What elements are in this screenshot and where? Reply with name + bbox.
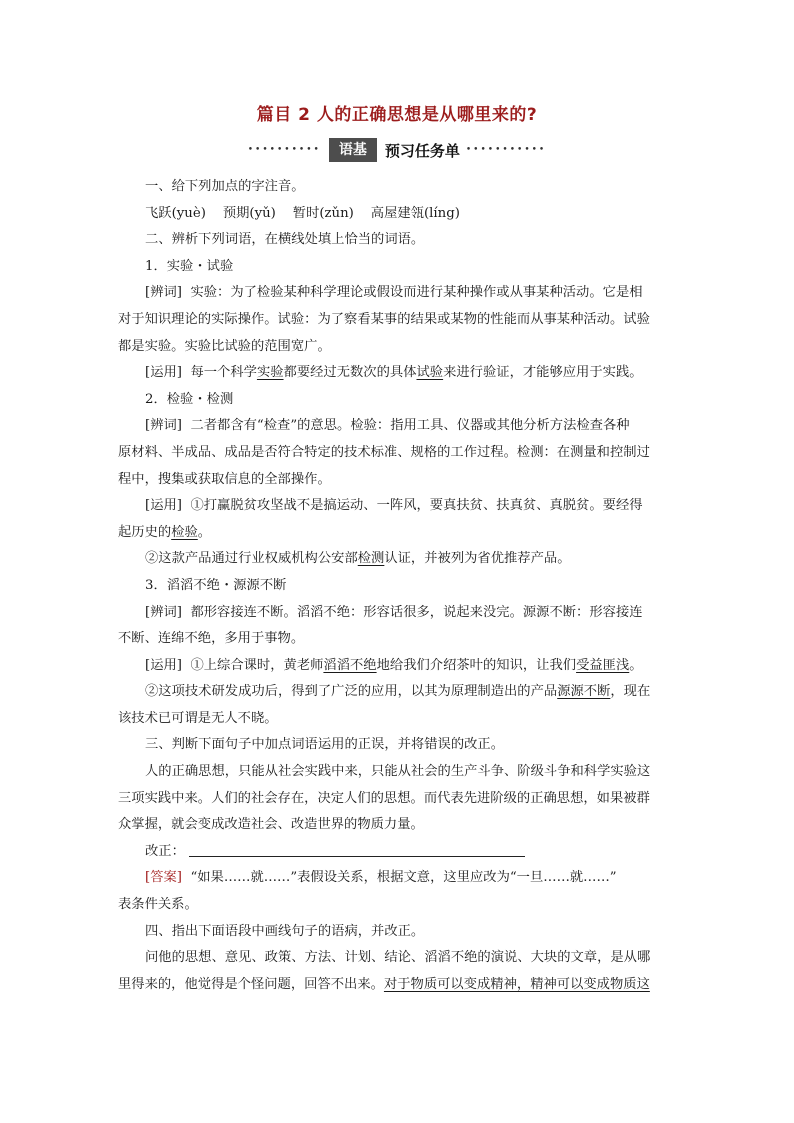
section-heading-2: 二、辨析下列词语，在横线处填上恰当的词语。 (145, 232, 425, 248)
answer-text: “如果……就……”表假设关系，根据文意，这里应改为“一旦……就……” (190, 870, 617, 886)
underlined-answer: 试验 (416, 365, 444, 381)
sec3-para-line2: 三项实践中来。人们的社会存在，决定人们的思想。而代表先进阶级的正确思想，如果被群 (118, 790, 650, 806)
yunyong-3-item2 (118, 679, 684, 706)
bianci-2-line3: 程中，搜集或获取信息的全部操作。 (118, 471, 331, 487)
text-segment: ①打赢脱贫攻坚战不是搞运动、一阵风，要真扶贫、扶真贫、真脱贫。要经得 (190, 498, 643, 514)
yunyong-label: [运用] (145, 365, 182, 381)
text-segment: ，现在 (610, 684, 651, 700)
answer-line1 (118, 865, 684, 892)
yunyong-3-line1 (118, 653, 684, 680)
bianci-1-line3: 都是实验。实验比试验的范围宽广。 (118, 338, 331, 354)
page-title: 篇目 2 人的正确思想是从哪里来的? (256, 105, 538, 125)
bianci-text: 实验：为了检验某种科学理论或假设而进行某种操作或从事某种活动。它是相 (190, 285, 643, 301)
text-segment: 里得来的，他觉得是个怪问题，回答不出来。 (118, 976, 384, 992)
document-body (118, 174, 684, 998)
yunyong-2-item2 (118, 546, 684, 573)
underlined-answer: 受益匪浅 (576, 657, 630, 673)
bianci-text: 都形容接连不断。滔滔不绝：形容话很多，说起来没完。源源不断：形容接连 (190, 604, 643, 620)
text-segment: 认证，并被列为省优推荐产品。 (384, 551, 571, 567)
sec3-para-line3: 众掌握，就会变成改造社会、改造世界的物质力量。 (118, 817, 424, 833)
underlined-answer: 检验 (171, 524, 198, 540)
yunyong-3-item2-cont: 该技术已可谓是无人不晓。 (118, 710, 278, 726)
bianci-text: 二者都含有“检查”的意思。检验：指用工具、仪器或其他分析方法检查各种 (190, 418, 630, 434)
underlined-answer: 检测 (357, 551, 385, 567)
text-segment: ②这款产品通过行业权威机构公安部 (145, 551, 358, 567)
yunyong-2-line1 (118, 493, 684, 520)
text-segment: 。 (629, 657, 643, 673)
banner-label: 预习任务单 (384, 141, 460, 160)
sec4-para-line2 (118, 972, 684, 999)
banner-dots-left: •••••••••• (247, 144, 321, 155)
text-segment: 起历史的 (118, 524, 172, 540)
bianci-2-line1 (118, 413, 684, 440)
section-heading-3: 三、判断下面句子中加点词语运用的正误，并将错误的改正。 (145, 737, 505, 753)
bianci-2-line2: 原材料、半成品、成品是否符合特定的技术标准、规格的工作过程。检测：在测量和控制过 (118, 444, 650, 460)
bianci-label: [辨词] (145, 604, 182, 620)
text-segment: 来进行验证，才能够应用于实践。 (443, 365, 643, 381)
yunyong-1 (118, 360, 684, 387)
sec4-para-line1: 问他的思想、意见、政策、方法、计划、结论、滔滔不绝的演说、大块的文章，是从哪 (145, 950, 651, 966)
section-banner (0, 137, 794, 163)
bianci-label: [辨词] (145, 285, 182, 301)
correction-row (118, 839, 684, 866)
yunyong-label: [运用] (145, 498, 182, 514)
correction-label: 改正： (145, 843, 185, 859)
correction-blank[interactable] (189, 842, 525, 857)
pinyin-words: 飞跃(yuè) 预期(yǔ) 暂时(zǔn) 高屋建瓴(líng) (145, 205, 460, 221)
bianci-1-line1 (118, 280, 684, 307)
text-segment: 都要经过无数次的具体 (283, 365, 417, 381)
yunyong-2-line2 (118, 520, 684, 547)
section-heading-1: 一、给下列加点的字注音。 (145, 179, 305, 194)
banner-tag: 语基 (329, 138, 377, 162)
text-segment: ②这项技术研发成功后，得到了广泛的应用，以其为原理制造出的产品 (145, 684, 558, 700)
answer-line2: 表条件关系。 (118, 897, 198, 913)
bianci-1-line2: 对于知识理论的实际操作。试验：为了察看某事的结果或某物的性能而从事某种活动。试验 (118, 311, 650, 327)
underlined-sentence: 对于物质可以变成精神，精神可以变成物质这 (383, 976, 650, 992)
underlined-answer: 实验 (256, 365, 284, 381)
group-title-3: 3．滔滔不绝・源源不断 (145, 577, 287, 593)
text-segment: ①上综合课时，黄老师 (190, 657, 324, 673)
sec3-para-line1: 人的正确思想，只能从社会实践中来，只能从社会的生产斗争、阶级斗争和科学实验这 (145, 764, 651, 780)
banner-dots-right: ••••••••••• (465, 144, 547, 155)
underlined-answer: 滔滔不绝 (323, 657, 377, 673)
underlined-answer: 源源不断 (557, 684, 611, 700)
bianci-label: [辨词] (145, 418, 182, 434)
section-heading-4: 四、指出下面语段中画线句子的语病，并改正。 (145, 923, 425, 939)
bianci-3-line1 (118, 600, 684, 627)
yunyong-label: [运用] (145, 657, 182, 673)
answer-label: [答案] (145, 870, 182, 886)
group-title-1: 1．实验・试验 (145, 258, 234, 274)
group-title-2: 2．检验・检测 (145, 391, 234, 407)
text-segment: 每一个科学 (190, 365, 257, 381)
bianci-3-line2: 不断、连绵不绝，多用于事物。 (118, 631, 305, 647)
text-segment: 。 (197, 524, 212, 540)
text-segment: 地给我们介绍茶叶的知识，让我们 (376, 657, 577, 673)
